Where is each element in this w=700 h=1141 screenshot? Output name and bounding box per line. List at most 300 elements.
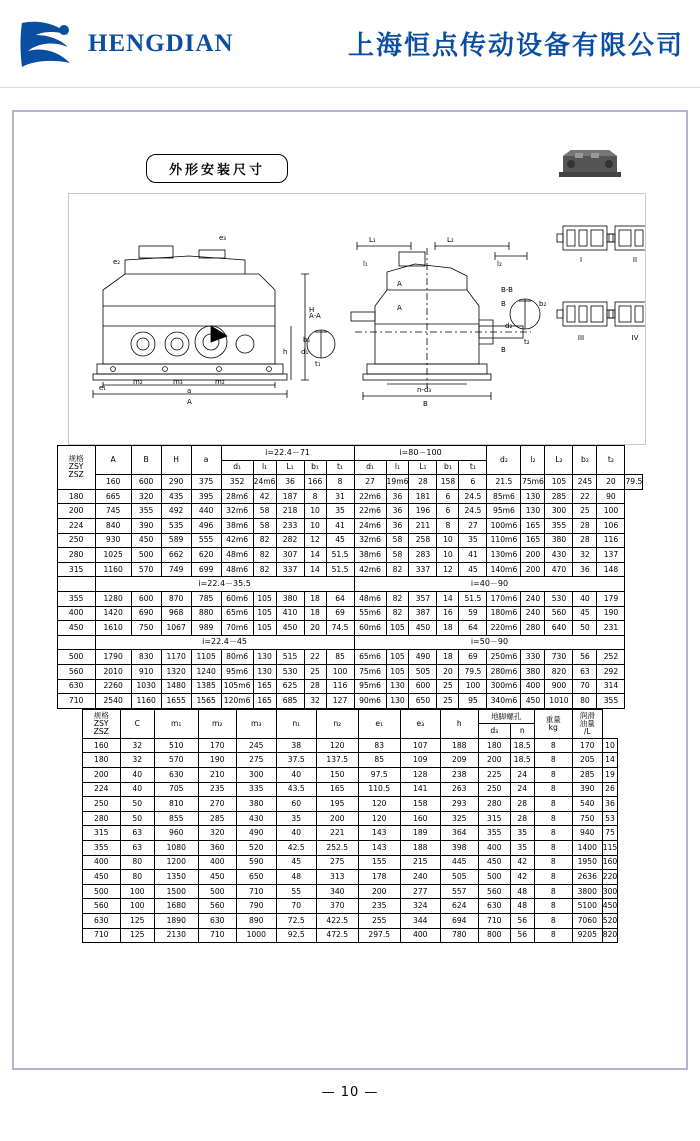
cell: 37.5 bbox=[276, 753, 316, 768]
cell: 178 bbox=[358, 870, 400, 885]
band-right: i=40－90 bbox=[354, 577, 625, 592]
cell: 790 bbox=[236, 899, 276, 914]
cell: 38m6 bbox=[354, 548, 386, 563]
cell: 56 bbox=[510, 914, 534, 929]
cell: 8 bbox=[534, 928, 572, 943]
cell: 109 bbox=[400, 753, 440, 768]
cell: 640 bbox=[545, 621, 573, 636]
cell: 520 bbox=[236, 841, 276, 856]
cell: 750 bbox=[572, 811, 602, 826]
cell: 8 bbox=[534, 870, 572, 885]
cell: 100 bbox=[326, 664, 354, 679]
cell: 300 bbox=[545, 504, 573, 519]
table2-col-spec: 规格 ZSY ZSZ bbox=[82, 709, 120, 738]
cell: 1655 bbox=[161, 694, 191, 709]
cell: 344 bbox=[400, 914, 440, 929]
cell: 16 bbox=[437, 606, 459, 621]
cell: 36 bbox=[386, 489, 409, 504]
cell: 181 bbox=[409, 489, 437, 504]
cell: 130 bbox=[253, 664, 276, 679]
cell: 270 bbox=[198, 797, 236, 812]
cell: 148 bbox=[597, 562, 625, 577]
cell: 128 bbox=[400, 768, 440, 783]
cell: 335 bbox=[236, 782, 276, 797]
cell: 105 bbox=[386, 621, 409, 636]
cell: 28 bbox=[573, 533, 597, 548]
cell: 6 bbox=[459, 475, 487, 490]
cell: 380 bbox=[236, 797, 276, 812]
cell: 450 bbox=[602, 899, 618, 914]
cell: 630 bbox=[57, 679, 95, 694]
cell: 240 bbox=[521, 591, 545, 606]
cell: 870 bbox=[161, 591, 191, 606]
table2-col-n₂: n₂ bbox=[316, 709, 358, 738]
cell: 490 bbox=[409, 650, 437, 665]
cell: 380 bbox=[521, 664, 545, 679]
cell: 390 bbox=[131, 518, 161, 533]
cell: 364 bbox=[440, 826, 478, 841]
cell: 355 bbox=[478, 826, 510, 841]
cell: 450 bbox=[521, 694, 545, 709]
table-row bbox=[57, 664, 643, 679]
cell: 92.5 bbox=[276, 928, 316, 943]
table1-header-row bbox=[57, 446, 643, 461]
cell: 58 bbox=[253, 504, 276, 519]
cell: 120m6 bbox=[221, 694, 253, 709]
cell: 31 bbox=[326, 489, 354, 504]
cell: 625 bbox=[276, 679, 304, 694]
table-row bbox=[57, 591, 643, 606]
cell: 620 bbox=[191, 548, 221, 563]
cell: 10 bbox=[304, 518, 326, 533]
cell: 170 bbox=[572, 738, 602, 753]
cell: 589 bbox=[161, 533, 191, 548]
cell: 75m6 bbox=[521, 475, 545, 490]
svg-text:n-d₃: n-d₃ bbox=[417, 386, 432, 394]
cell: 745 bbox=[95, 504, 131, 519]
cell: 250m6 bbox=[487, 650, 521, 665]
cell: 470 bbox=[545, 562, 573, 577]
cell: 2636 bbox=[572, 870, 602, 885]
cell: 70 bbox=[276, 899, 316, 914]
cell: 968 bbox=[161, 606, 191, 621]
cell: 25 bbox=[304, 664, 326, 679]
cell: 105 bbox=[386, 664, 409, 679]
cell: 749 bbox=[161, 562, 191, 577]
cell: 35 bbox=[459, 533, 487, 548]
cell: 505 bbox=[409, 664, 437, 679]
table2-col-n₁: n₁ bbox=[276, 709, 316, 738]
svg-text:B: B bbox=[423, 400, 428, 408]
cell: 50 bbox=[573, 621, 597, 636]
cell: 120 bbox=[316, 738, 358, 753]
cell: 600 bbox=[131, 591, 161, 606]
cell: 8 bbox=[534, 914, 572, 929]
table2-col-h: h bbox=[440, 709, 478, 738]
cell: 290 bbox=[161, 475, 191, 490]
table1-subcol-7: L₁ bbox=[409, 460, 437, 475]
table1-group-i1: i=22.4－71 bbox=[221, 446, 354, 461]
table-row bbox=[57, 621, 643, 636]
cell: 785 bbox=[191, 591, 221, 606]
cell: 14 bbox=[304, 562, 326, 577]
cell: 233 bbox=[276, 518, 304, 533]
cell: 280 bbox=[478, 797, 510, 812]
cell: 340m6 bbox=[487, 694, 521, 709]
cell: 155 bbox=[358, 855, 400, 870]
svg-text:III: III bbox=[577, 334, 585, 342]
cell: 165 bbox=[253, 679, 276, 694]
cell: 90 bbox=[597, 489, 625, 504]
cell: 218 bbox=[276, 504, 304, 519]
cell: 190 bbox=[597, 606, 625, 621]
cell: 90m6 bbox=[354, 694, 386, 709]
cell: 450 bbox=[198, 870, 236, 885]
cell: 22m6 bbox=[354, 489, 386, 504]
table2-group-anchorhole: 地脚螺孔 bbox=[478, 709, 534, 724]
band-right: i=50－90 bbox=[354, 635, 625, 650]
table1-col-l₂: l₂ bbox=[521, 446, 545, 475]
table1-subcol-1: l₁ bbox=[253, 460, 276, 475]
cell: 1500 bbox=[154, 884, 198, 899]
cell: 19m6 bbox=[386, 475, 409, 490]
table1-col-H: H bbox=[161, 446, 191, 475]
cell: 12 bbox=[437, 562, 459, 577]
table1-subcol-4: t₁ bbox=[326, 460, 354, 475]
svg-text:b₁: b₁ bbox=[303, 336, 311, 344]
cell: 20 bbox=[437, 664, 459, 679]
cell: 275 bbox=[236, 753, 276, 768]
dimension-drawing bbox=[68, 193, 646, 445]
cell: 42.5 bbox=[276, 841, 316, 856]
table-row bbox=[82, 782, 618, 797]
cell: 25 bbox=[437, 679, 459, 694]
cell: 410 bbox=[276, 606, 304, 621]
cell: 255 bbox=[358, 914, 400, 929]
svg-text:A: A bbox=[397, 304, 402, 312]
svg-text:B: B bbox=[501, 300, 506, 308]
cell: 2130 bbox=[154, 928, 198, 943]
cell: 375 bbox=[191, 475, 221, 490]
cell: 340 bbox=[316, 884, 358, 899]
cell: 685 bbox=[276, 694, 304, 709]
band-spacer bbox=[57, 635, 95, 650]
cell: 324 bbox=[400, 899, 440, 914]
cell: 10 bbox=[437, 548, 459, 563]
cell: 855 bbox=[154, 811, 198, 826]
cell: 665 bbox=[95, 489, 131, 504]
cell: 440 bbox=[191, 504, 221, 519]
cell: 56 bbox=[510, 928, 534, 943]
table1-col-A: A bbox=[95, 446, 131, 475]
cell: 25 bbox=[573, 504, 597, 519]
cell: 189 bbox=[400, 826, 440, 841]
cell: 51.5 bbox=[326, 548, 354, 563]
cell: 9205 bbox=[572, 928, 602, 943]
cell: 450 bbox=[409, 621, 437, 636]
cell: 221 bbox=[316, 826, 358, 841]
cell: 245 bbox=[573, 475, 597, 490]
cell: 1010 bbox=[545, 694, 573, 709]
cell: 48 bbox=[276, 870, 316, 885]
cell: 1320 bbox=[161, 664, 191, 679]
cell: 500 bbox=[478, 870, 510, 885]
table-row bbox=[57, 694, 643, 709]
cell: 8 bbox=[534, 884, 572, 899]
cell: 387 bbox=[409, 606, 437, 621]
cell: 337 bbox=[276, 562, 304, 577]
cell: 40 bbox=[120, 782, 154, 797]
cell: 8 bbox=[534, 855, 572, 870]
table-row bbox=[57, 518, 643, 533]
brand-name-en: HENGDIAN bbox=[88, 29, 234, 57]
cell: 560 bbox=[198, 899, 236, 914]
cell: 63 bbox=[120, 826, 154, 841]
cell: 82 bbox=[253, 548, 276, 563]
svg-text:B: B bbox=[501, 346, 506, 354]
table2-col-m₂: m₂ bbox=[198, 709, 236, 738]
cell: 36 bbox=[602, 797, 618, 812]
cell: 170m6 bbox=[487, 591, 521, 606]
cell: 70 bbox=[573, 679, 597, 694]
table2-col-m₁: m₁ bbox=[154, 709, 198, 738]
cell: 8 bbox=[304, 489, 326, 504]
svg-text:II: II bbox=[632, 256, 638, 264]
cell: 890 bbox=[236, 914, 276, 929]
table-row bbox=[82, 928, 618, 943]
cell: 42 bbox=[510, 855, 534, 870]
cell: 360 bbox=[198, 841, 236, 856]
cell: 2010 bbox=[95, 664, 131, 679]
cell: 285 bbox=[545, 489, 573, 504]
table-row bbox=[82, 884, 618, 899]
cell: 105 bbox=[386, 650, 409, 665]
cell: 900 bbox=[545, 679, 573, 694]
cell: 292 bbox=[597, 664, 625, 679]
table2-col-e₁: e₁ bbox=[358, 709, 400, 738]
cell: 630 bbox=[478, 899, 510, 914]
cell: 97.5 bbox=[358, 768, 400, 783]
cell: 705 bbox=[154, 782, 198, 797]
cell: 300 bbox=[602, 884, 618, 899]
cell: 750 bbox=[131, 621, 161, 636]
cell: 143 bbox=[358, 826, 400, 841]
cell: 430 bbox=[545, 548, 573, 563]
cell: 252 bbox=[597, 650, 625, 665]
cell: 211 bbox=[409, 518, 437, 533]
cell: 315 bbox=[82, 826, 120, 841]
svg-text:L₁: L₁ bbox=[369, 236, 376, 244]
cell: 280 bbox=[521, 621, 545, 636]
cell: 32m6 bbox=[354, 533, 386, 548]
table1-col-a: a bbox=[191, 446, 221, 475]
cell: 355 bbox=[597, 694, 625, 709]
cell: 307 bbox=[276, 548, 304, 563]
table1-subcol-5: d₁ bbox=[354, 460, 386, 475]
cell: 699 bbox=[191, 562, 221, 577]
table1-group-i2: i=80－100 bbox=[354, 446, 487, 461]
cell: 160 bbox=[82, 738, 120, 753]
table-row bbox=[57, 475, 643, 490]
table2-subcol-n: n bbox=[510, 724, 534, 739]
cell: 1025 bbox=[95, 548, 131, 563]
cell: 28 bbox=[304, 679, 326, 694]
cell: 38 bbox=[276, 738, 316, 753]
cell: 19 bbox=[602, 768, 618, 783]
cell: 910 bbox=[131, 664, 161, 679]
cell: 395 bbox=[191, 489, 221, 504]
svg-text:A: A bbox=[187, 398, 192, 406]
cell: 95m6 bbox=[354, 679, 386, 694]
cell: 200 bbox=[358, 884, 400, 899]
cell: 500 bbox=[198, 884, 236, 899]
cell: 820 bbox=[545, 664, 573, 679]
page-number: — 10 — bbox=[321, 1085, 379, 1100]
cell: 240 bbox=[400, 870, 440, 885]
table-row bbox=[82, 826, 618, 841]
cell: 28 bbox=[409, 475, 437, 490]
cell: 400 bbox=[521, 679, 545, 694]
table2-header-row bbox=[82, 709, 618, 724]
cell: 337 bbox=[409, 562, 437, 577]
cell: 2260 bbox=[95, 679, 131, 694]
cell: 100m6 bbox=[487, 518, 521, 533]
cell: 820 bbox=[602, 928, 618, 943]
cell: 505 bbox=[440, 870, 478, 885]
cell: 158 bbox=[400, 797, 440, 812]
cell: 80 bbox=[120, 855, 154, 870]
cell: 130 bbox=[386, 679, 409, 694]
cell: 355 bbox=[545, 518, 573, 533]
cell: 245 bbox=[236, 738, 276, 753]
svg-text:t₂: t₂ bbox=[524, 338, 530, 346]
cell: 496 bbox=[191, 518, 221, 533]
cell: 555 bbox=[191, 533, 221, 548]
cell: 560 bbox=[545, 606, 573, 621]
cell: 285 bbox=[198, 811, 236, 826]
table-row bbox=[57, 504, 643, 519]
cell: 540 bbox=[572, 797, 602, 812]
cell: 18 bbox=[437, 650, 459, 665]
cell: 85 bbox=[358, 753, 400, 768]
cell: 280 bbox=[57, 548, 95, 563]
cell: 75 bbox=[602, 826, 618, 841]
cell: 45 bbox=[459, 562, 487, 577]
cell: 24.5 bbox=[459, 504, 487, 519]
cell: 79.5 bbox=[625, 475, 643, 490]
cell: 3800 bbox=[572, 884, 602, 899]
cell: 630 bbox=[154, 768, 198, 783]
cell: 32 bbox=[120, 738, 154, 753]
cell: 472.5 bbox=[316, 928, 358, 943]
cell: 500 bbox=[57, 650, 95, 665]
cell: 209 bbox=[440, 753, 478, 768]
band-left: i=22.4－35.5 bbox=[95, 577, 354, 592]
cell: 398 bbox=[440, 841, 478, 856]
cell: 120 bbox=[358, 797, 400, 812]
cell: 1200 bbox=[154, 855, 198, 870]
cell: 24m6 bbox=[354, 518, 386, 533]
cell: 313 bbox=[316, 870, 358, 885]
cell: 45 bbox=[276, 855, 316, 870]
cell: 235 bbox=[198, 782, 236, 797]
cell: 224 bbox=[82, 782, 120, 797]
cell: 282 bbox=[276, 533, 304, 548]
cell: 275 bbox=[316, 855, 358, 870]
cell: 158 bbox=[437, 475, 459, 490]
cell: 800 bbox=[478, 928, 510, 943]
cell: 14 bbox=[304, 548, 326, 563]
cell: 42m6 bbox=[221, 533, 253, 548]
cell: 25 bbox=[437, 694, 459, 709]
cell: 662 bbox=[161, 548, 191, 563]
cell: 293 bbox=[440, 797, 478, 812]
svg-text:h: h bbox=[283, 348, 288, 356]
table1-col-B: B bbox=[131, 446, 161, 475]
cell: 180 bbox=[82, 753, 120, 768]
cell: 38m6 bbox=[221, 518, 253, 533]
cell: 300 bbox=[236, 768, 276, 783]
table-row bbox=[82, 841, 618, 856]
cell: 32 bbox=[120, 753, 154, 768]
table-row bbox=[57, 679, 643, 694]
cell: 238 bbox=[440, 768, 478, 783]
cell: 450 bbox=[478, 855, 510, 870]
cell: 165 bbox=[521, 518, 545, 533]
cell: 200 bbox=[478, 753, 510, 768]
cell: 1030 bbox=[131, 679, 161, 694]
cell: 64 bbox=[326, 591, 354, 606]
cell: 41 bbox=[459, 548, 487, 563]
cell: 400 bbox=[57, 606, 95, 621]
cell: 137.5 bbox=[316, 753, 358, 768]
cell: 6 bbox=[437, 504, 459, 519]
cell: 116 bbox=[326, 679, 354, 694]
cell: 510 bbox=[154, 738, 198, 753]
cell: 240 bbox=[521, 606, 545, 621]
cell: 55m6 bbox=[354, 606, 386, 621]
cell: 250 bbox=[82, 797, 120, 812]
table-row bbox=[57, 650, 643, 665]
cell: 48 bbox=[510, 884, 534, 899]
cell: 283 bbox=[409, 548, 437, 563]
table1-col-t₂: t₂ bbox=[597, 446, 625, 475]
cell: 95 bbox=[459, 694, 487, 709]
cell: 48m6 bbox=[221, 562, 253, 577]
table-row bbox=[82, 753, 618, 768]
cell: 430 bbox=[236, 811, 276, 826]
cell: 63 bbox=[573, 664, 597, 679]
cell: 1000 bbox=[236, 928, 276, 943]
cell: 8 bbox=[534, 899, 572, 914]
cell: 85 bbox=[326, 650, 354, 665]
cell: 188 bbox=[400, 841, 440, 856]
cell: 65m6 bbox=[354, 650, 386, 665]
cell: 560 bbox=[478, 884, 510, 899]
cell: 989 bbox=[191, 621, 221, 636]
cell: 82 bbox=[253, 562, 276, 577]
cell: 320 bbox=[131, 489, 161, 504]
cell: 82 bbox=[386, 591, 409, 606]
cell: 314 bbox=[597, 679, 625, 694]
table1-subcol-9: t₁ bbox=[459, 460, 487, 475]
gearbox-3d-thumbnail-icon bbox=[557, 142, 623, 182]
cell: 130 bbox=[521, 504, 545, 519]
table1-col-b₂: b₂ bbox=[573, 446, 597, 475]
cell: 180 bbox=[478, 738, 510, 753]
cell: 730 bbox=[545, 650, 573, 665]
hengdian-swirl-logo-icon bbox=[18, 17, 82, 71]
